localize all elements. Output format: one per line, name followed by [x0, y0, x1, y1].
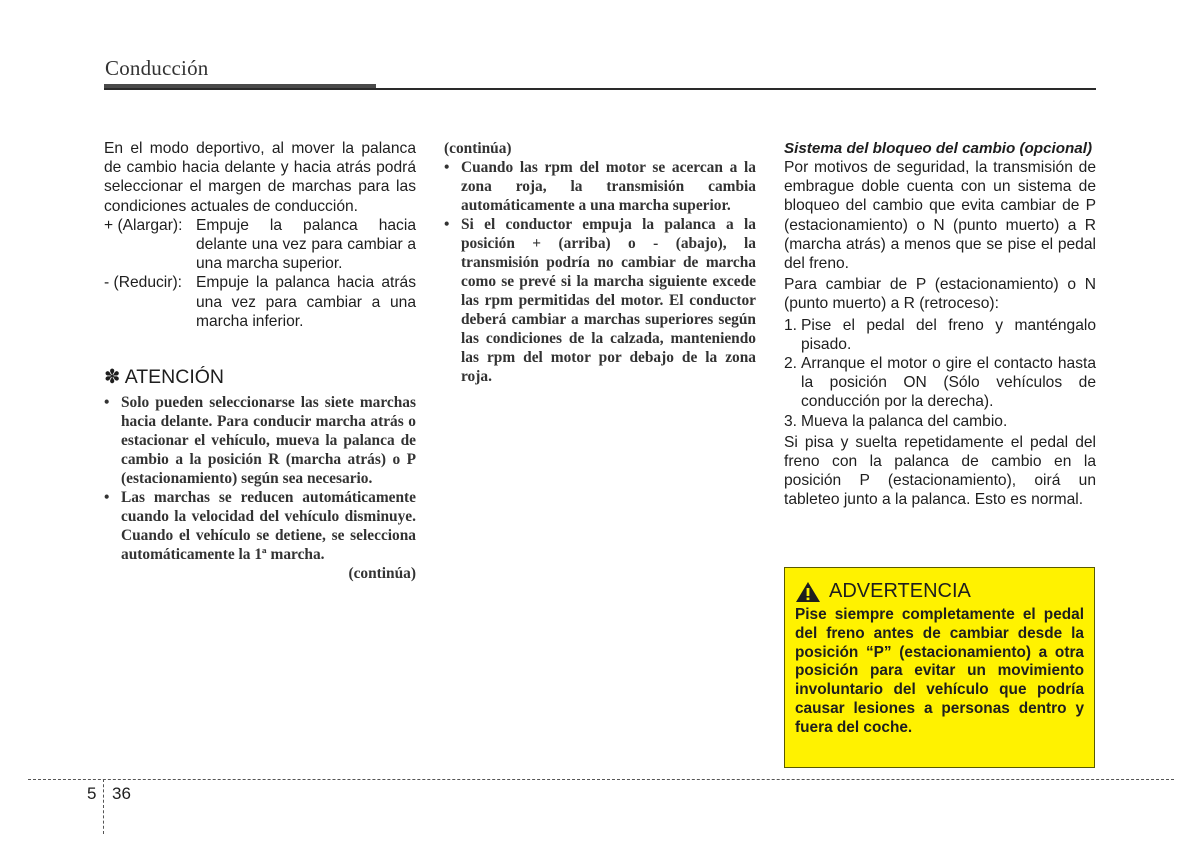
step-item — [784, 412, 1096, 431]
definition-term: + (Alargar): — [104, 216, 183, 234]
step-text: Pise el pedal del freno y manténgalo pisado. — [801, 316, 1096, 353]
asterisk-icon: ✽ — [104, 366, 121, 389]
definition-term: - (Reducir): — [104, 274, 182, 292]
continues-note: (continúa) — [348, 565, 416, 583]
paragraph: Por motivos de seguridad, la transmisión de embrague doble cuenta con un sistema de bloqueo del cambio que evita cambiar de P (estacionamiento) o N (punto muerto) a R (marcha atrás) a menos que se pise el pedal del freno. — [784, 159, 1096, 273]
column-middle — [444, 139, 756, 386]
step-text: Arranque el motor o gire el contacto hasta la posición ON (Sólo vehículos de conducción por la derecha). — [801, 355, 1096, 411]
bullet-text: Solo pueden seleccionarse las siete marchas hacia delante. Para conducir marcha atrás o estacionar el vehículo, mueva la palanca de cambio a la posición R (marcha atrás) o P (estacionamiento) según sea necesario. — [121, 394, 416, 488]
section-number: 5 — [87, 784, 97, 803]
warning-heading — [795, 580, 1084, 603]
definition-desc: Empuje la palanca hacia delante una vez para cambiar a una marcha superior. — [196, 216, 416, 273]
bullet-text: Las marchas se reducen automáticamente cuando la velocidad del vehículo disminuye. Cuando el vehículo se detiene, se selecciona automáticamente la 1ª marcha. — [121, 489, 416, 564]
warning-triangle-icon — [795, 581, 821, 603]
bullet-text: Si el conductor empuja la palanca a la posición + (arriba) o - (abajo), la transmisión podría no cambiar de marcha como se prevé si la marcha siguiente excede las rpm permitidas del motor. El conductor deberá cambiar a marchas superiores según las condiciones de la calzada, manteniendo las rpm del motor por debajo de la zona roja. — [461, 216, 756, 385]
warning-box — [784, 567, 1095, 768]
bullet-dot-icon: • — [104, 489, 110, 507]
step-number: 3. — [784, 412, 798, 430]
paragraph: Para cambiar de P (estacionamiento) o N (punto muerto) a R (retroceso): — [784, 276, 1096, 313]
bullet-text: Cuando las rpm del motor se acercan a la zona roja, la transmisión cambia automáticamente a una marcha superior. — [461, 159, 756, 214]
definition-desc: Empuje la palanca hacia atrás una vez para cambiar a una marcha inferior. — [196, 274, 416, 330]
bullet-dot-icon: • — [104, 394, 110, 412]
step-item — [784, 354, 1096, 412]
column-right — [784, 139, 1096, 510]
attention-bullet — [104, 488, 416, 564]
warning-text: Pise siempre completamente el pedal del freno antes de cambiar desde la posición “P” (estacionamiento) a otra posición para evitar un movimiento involuntario del vehículo que podría causar lesiones a personas dentro y fuera del coche. — [795, 606, 1084, 736]
paragraph: Si pisa y suelta repetidamente el pedal del freno con la palanca de cambio en la posición P (estacionamiento), oirá un tableteo junto a la palanca. Esto es normal. — [784, 433, 1096, 509]
definition-downshift — [104, 273, 416, 331]
step-number: 2. — [784, 355, 798, 373]
section-subheading: Sistema del bloqueo del cambio (opcional) — [784, 140, 1093, 157]
header-rule — [104, 88, 1096, 90]
attention-bullet — [444, 158, 756, 215]
column-left — [104, 139, 416, 583]
warning-title: ADVERTENCIA — [829, 580, 971, 602]
footer-rule — [28, 779, 1174, 780]
attention-title: ATENCIÓN — [124, 366, 224, 389]
step-number: 1. — [784, 316, 798, 334]
attention-heading — [104, 365, 416, 389]
bullet-dot-icon: • — [444, 216, 450, 233]
step-text: Mueva la palanca del cambio. — [801, 412, 1008, 430]
page-header-title: Conducción — [105, 56, 209, 80]
footer-divider — [103, 779, 104, 834]
intro-paragraph: En el modo deportivo, al mover la palanca de cambio hacia delante y hacia atrás podrá seleccionar el margen de marchas para las condiciones actuales de conducción. — [104, 140, 416, 215]
attention-bullet — [444, 215, 756, 386]
bullet-dot-icon: • — [444, 159, 450, 176]
page-number: 36 — [112, 784, 131, 803]
attention-bullet — [104, 393, 416, 488]
continued-note: (continúa) — [444, 140, 512, 157]
definition-upshift — [104, 216, 416, 274]
step-item — [784, 316, 1096, 354]
